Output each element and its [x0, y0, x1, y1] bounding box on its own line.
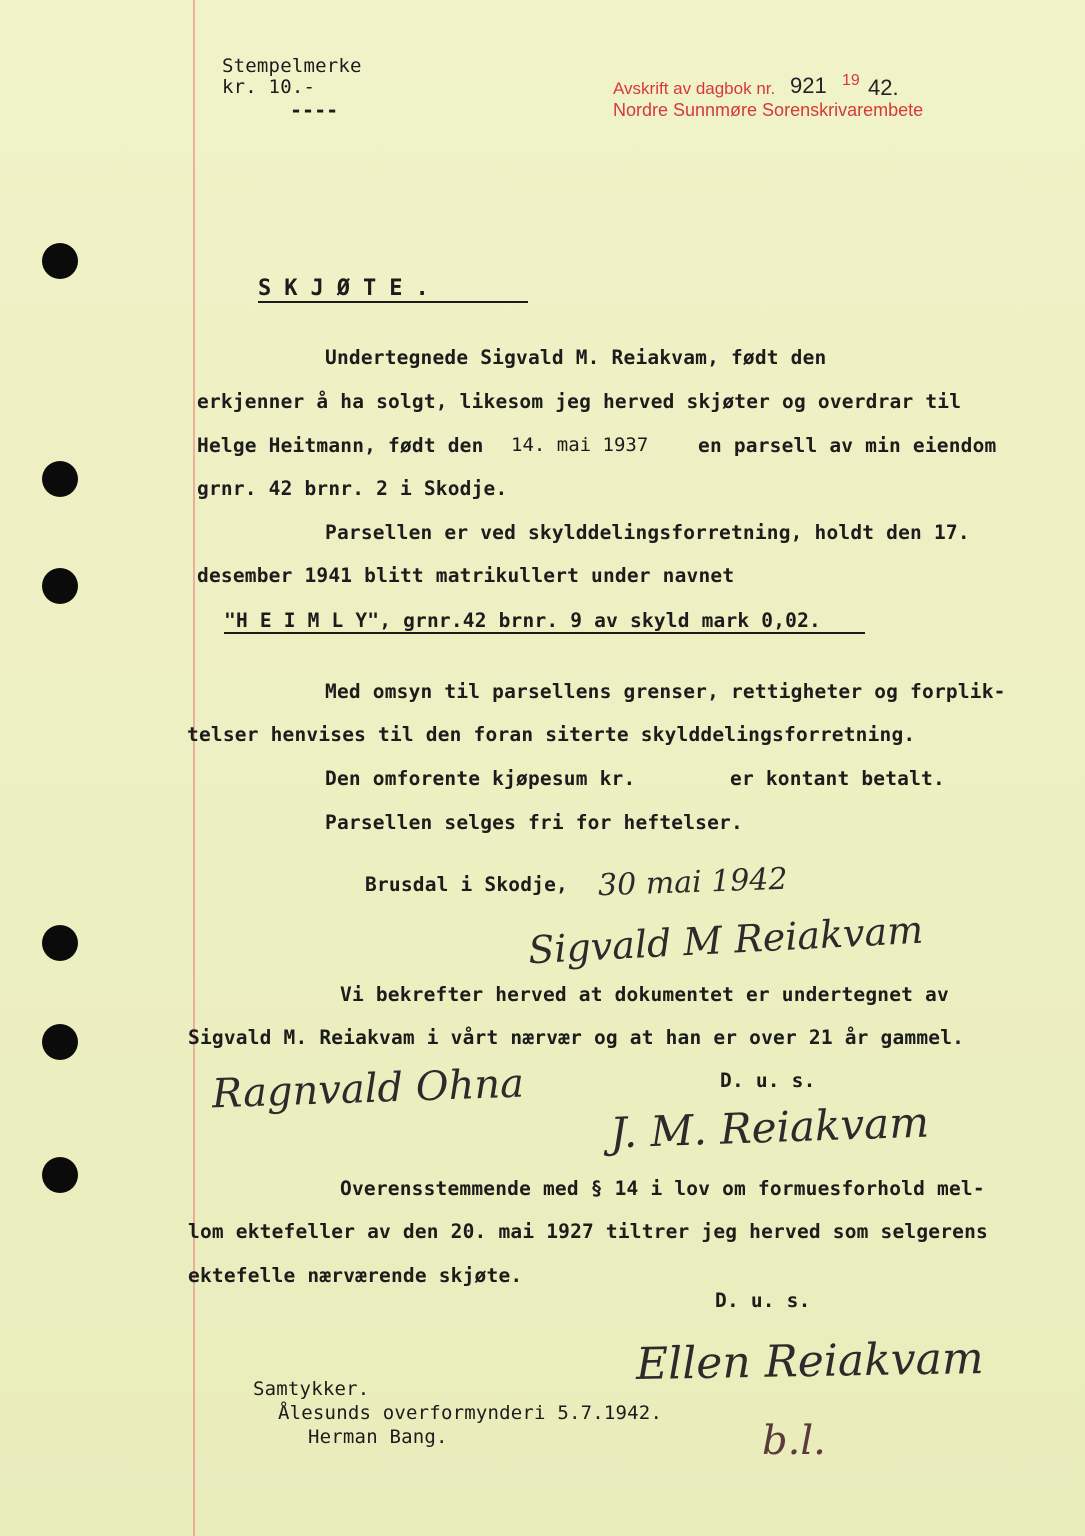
- body-line: Den omforente kjøpesum kr.: [325, 767, 636, 790]
- punch-hole: [42, 1024, 78, 1060]
- body-line: desember 1941 blitt matrikullert under navnet: [197, 564, 735, 587]
- body-line: erkjenner å ha solgt, likesom jeg herved skjøter og overdrar til: [197, 390, 962, 413]
- dus-closing: D. u. s.: [720, 1069, 816, 1092]
- document-title: SKJØTE.: [258, 276, 442, 301]
- punch-hole: [42, 243, 78, 279]
- punch-hole: [42, 1157, 78, 1193]
- signature-seller: Sigvald M Reiakvam: [527, 907, 925, 973]
- punch-hole: [42, 925, 78, 961]
- body-line: Overensstemmende med § 14 i lov om formuesforhold mel-: [340, 1177, 985, 1200]
- dus-closing: D. u. s.: [715, 1289, 811, 1312]
- punch-hole: [42, 568, 78, 604]
- registry-office: Nordre Sunnmøre Sorenskrivarembete: [613, 100, 924, 120]
- footer-line: Ålesunds overformynderi 5.7.1942.: [278, 1402, 663, 1424]
- body-line: Vi bekrefter herved at dokumentet er undertegnet av: [340, 983, 949, 1006]
- handwritten-initials: b.l.: [762, 1418, 826, 1464]
- property-underline: [224, 632, 865, 634]
- signature-witness-2: J. M. Reiakvam: [609, 1097, 930, 1158]
- punch-hole: [42, 461, 78, 497]
- margin-line: [193, 0, 195, 1536]
- registry-number: 921: [790, 73, 827, 98]
- property-name-line: "H E I M L Y", grnr.42 brnr. 9 av skyld mark 0,02.: [224, 609, 821, 632]
- body-line: ektefelle nærværende skjøte.: [188, 1264, 523, 1287]
- stamp-duty-dashes: ----: [290, 98, 339, 122]
- body-line: Undertegnede Sigvald M. Reiakvam, født den: [325, 346, 827, 369]
- footer-line: Herman Bang.: [308, 1426, 448, 1448]
- body-line: Helge Heitmann, født den: [197, 434, 484, 457]
- handwritten-date: 30 mai 1942: [597, 861, 789, 904]
- body-line: Sigvald M. Reiakvam i vårt nærvær og at han er over 21 år gammel.: [188, 1026, 965, 1049]
- body-line: en parsell av min eiendom: [698, 434, 997, 457]
- stamp-duty-amount: kr. 10.-: [222, 76, 316, 98]
- body-line: er kontant betalt.: [730, 767, 945, 790]
- signature-spouse: Ellen Reiakvam: [635, 1332, 984, 1391]
- body-line: Parsellen er ved skylddelingsforretning, holdt den 17.: [325, 521, 970, 544]
- body-line: lom ektefeller av den 20. mai 1927 tiltrer jeg herved som selgerens: [188, 1220, 988, 1243]
- body-line: grnr. 42 brnr. 2 i Skodje.: [197, 477, 508, 500]
- signature-witness-1: Ragnvald Ohna: [211, 1060, 525, 1118]
- place-line: Brusdal i Skodje,: [365, 873, 568, 896]
- registry-prefix: Avskrift av dagbok nr.: [613, 79, 776, 98]
- title-underline: [258, 301, 528, 303]
- body-line: telser henvises til den foran siterte skylddelingsforretning.: [187, 723, 916, 746]
- footer-line: Samtykker.: [253, 1378, 370, 1400]
- registry-year-suffix: 42.: [868, 75, 899, 100]
- registry-year-prefix: 19: [842, 72, 860, 89]
- body-line: Parsellen selges fri for heftelser.: [325, 811, 743, 834]
- stamp-duty-label: Stempelmerke: [222, 55, 362, 77]
- body-line: Med omsyn til parsellens grenser, rettigheter og forplik-: [325, 680, 1006, 703]
- birth-date: 14. mai 1937: [511, 434, 649, 456]
